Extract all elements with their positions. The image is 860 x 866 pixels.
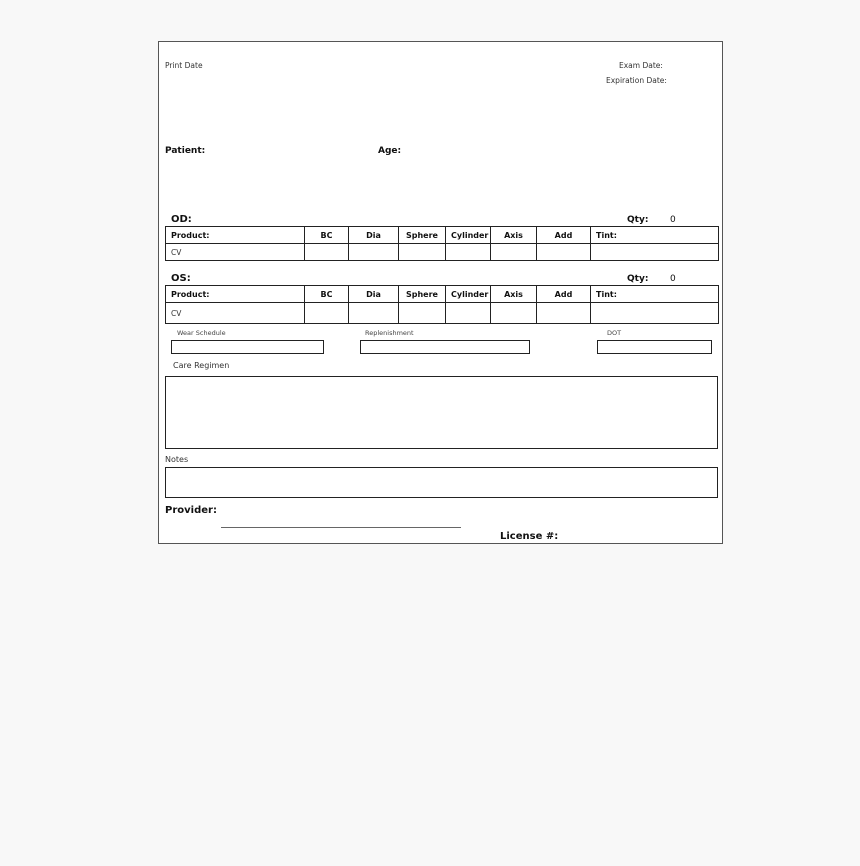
os-col-add: Add [537,286,591,303]
provider-signature-line [221,527,461,528]
od-col-sphere: Sphere [399,227,446,244]
wear-schedule-field[interactable] [171,340,324,354]
print-date-label: Print Date [165,61,203,70]
os-qty-value: 0 [670,274,676,284]
os-col-bc: BC [305,286,349,303]
license-label: License #: [500,531,559,542]
age-label: Age: [378,146,402,156]
care-regimen-field[interactable] [165,376,718,449]
os-dia-cell[interactable] [349,303,399,324]
os-cylinder-cell[interactable] [446,303,491,324]
care-regimen-label: Care Regimen [173,361,230,370]
notes-label: Notes [165,455,189,464]
os-title: OS: [171,273,191,284]
replenishment-label: Replenishment [365,329,414,337]
od-cylinder-cell[interactable] [446,244,491,261]
od-col-axis: Axis [491,227,537,244]
od-table [165,226,719,261]
od-col-product: Product: [166,227,305,244]
os-table [165,285,719,324]
od-bc-cell[interactable] [305,244,349,261]
od-col-dia: Dia [349,227,399,244]
os-col-product: Product: [166,286,305,303]
expiration-date-label: Expiration Date: [606,76,667,85]
os-header-row [166,286,719,303]
os-bc-cell[interactable] [305,303,349,324]
od-dia-cell[interactable] [349,244,399,261]
od-qty-label: Qty: [627,215,649,225]
od-col-add: Add [537,227,591,244]
os-tint-cell[interactable] [591,303,719,324]
od-axis-cell[interactable] [491,244,537,261]
od-header-row [166,227,719,244]
replenishment-field[interactable] [360,340,530,354]
dot-label: DOT [607,329,622,337]
os-sphere-cell[interactable] [399,303,446,324]
dot-field[interactable] [597,340,712,354]
os-value-row [166,303,719,324]
patient-label: Patient: [165,146,206,156]
od-qty-value: 0 [670,215,676,225]
os-product-value[interactable]: CV [166,303,305,324]
od-sphere-cell[interactable] [399,244,446,261]
od-add-cell[interactable] [537,244,591,261]
os-col-dia: Dia [349,286,399,303]
exam-date-label: Exam Date: [619,61,663,70]
od-col-bc: BC [305,227,349,244]
od-product-value[interactable]: CV [166,244,305,261]
os-qty-label: Qty: [627,274,649,284]
od-col-cylinder: Cylinder [446,227,491,244]
os-col-tint: Tint: [591,286,719,303]
os-col-sphere: Sphere [399,286,446,303]
os-col-cylinder: Cylinder [446,286,491,303]
provider-label: Provider: [165,505,217,516]
os-add-cell[interactable] [537,303,591,324]
contact-lens-rx-form [158,41,723,544]
od-title: OD: [171,214,192,225]
od-tint-cell[interactable] [591,244,719,261]
wear-schedule-label: Wear Schedule [177,329,226,337]
os-axis-cell[interactable] [491,303,537,324]
notes-field[interactable] [165,467,718,498]
od-col-tint: Tint: [591,227,719,244]
od-value-row [166,244,719,261]
os-col-axis: Axis [491,286,537,303]
